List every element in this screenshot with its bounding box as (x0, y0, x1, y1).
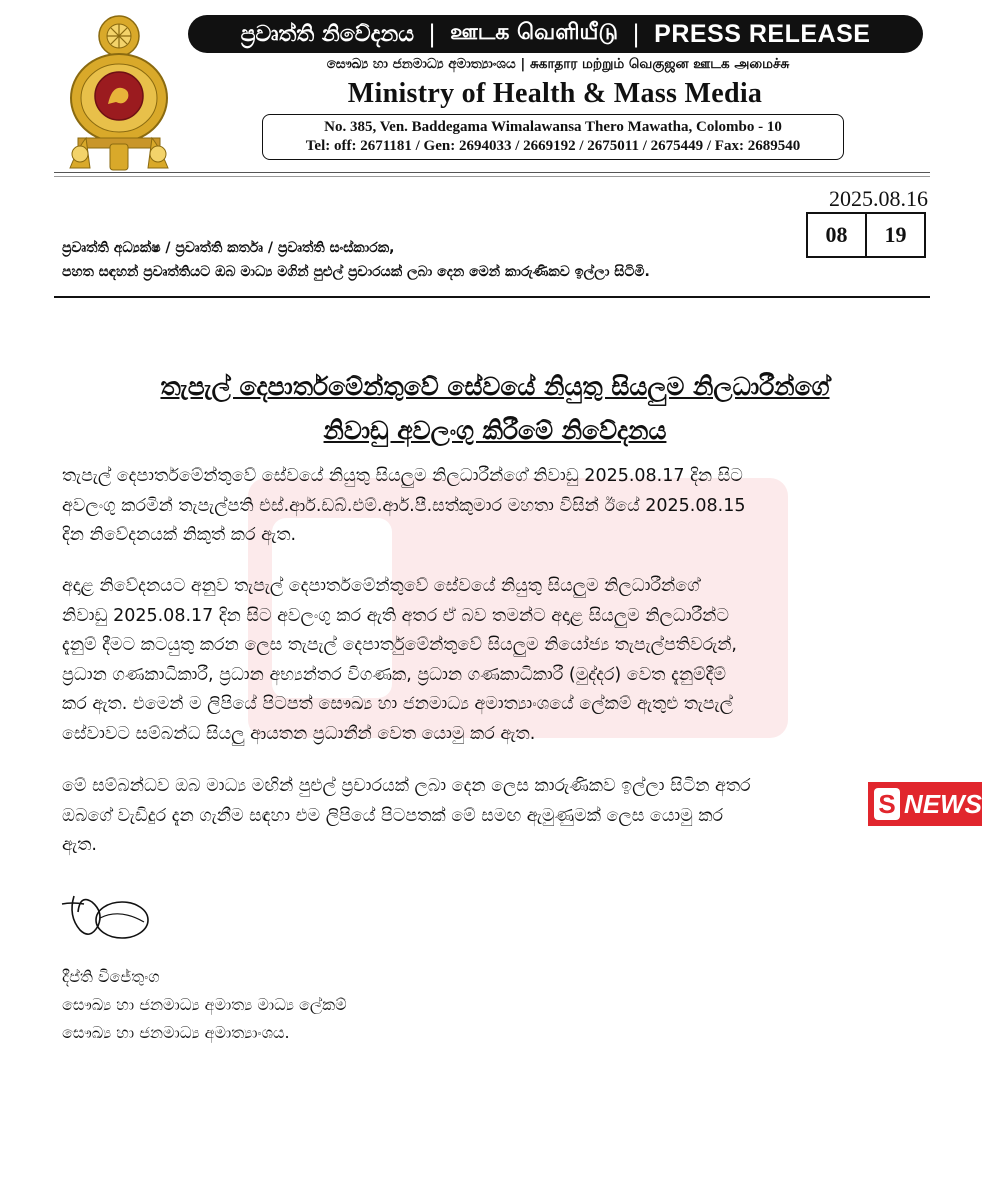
paragraph-line: අවලංගු කරමින් තැපැල්පති එස්.ආර්.ඩබ්.එම්.ආර්.පී.සත්කුමාර මහතා විසින් ඊයේ 2025.08.15 (62, 495, 746, 516)
paragraph-line: ඔබගේ වැඩිදුර දැන ගැනීම සඳහා එම ලිපියේ පිටපතක් මේ සමඟ ඇමුණුමක් ලෙස යොමු කර (62, 805, 724, 826)
signer-block (62, 963, 347, 1047)
ref-right: 19 (884, 222, 907, 247)
signer-title: සෞඛ්‍ය හා ජනමාධ්‍ය අමාත්‍ය මාධ්‍ය ලේකම් (62, 995, 347, 1014)
paragraph-line: නිවාඩු 2025.08.17 දින සිට අවලංගු කර ඇති අතර ඒ බව තමන්ට අදාළ සියලුම නිලධාරීන්ට (62, 605, 729, 626)
paragraph-1 (62, 462, 926, 551)
paragraph-3 (62, 772, 926, 861)
document-title (60, 365, 930, 453)
release-date: 2025.08.16 (829, 186, 928, 211)
ref-left: 08 (808, 214, 867, 256)
signer-organization: සෞඛ්‍ය හා ජනමාධ්‍ය අමාත්‍යාංශය. (62, 1023, 290, 1042)
paragraph-line: සේවාවට සම්බන්ධ සියලු ආයතන ප්‍රධානීන් වෙත යොමු කර ඇත. (62, 723, 536, 744)
news-badge-text: NEWS (904, 788, 982, 819)
addressee-line: ප්‍රවෘත්ති අධ්‍යක්ෂ / ප්‍රවෘත්ති කර්තෘ / ප්‍රවෘත්ති සංස්කාරක, (62, 240, 395, 256)
phone-line: Tel: off: 2671181 / Gen: 2694033 / 2669192 / 2675011 / 2675449 / Fax: 2689540 (305, 138, 801, 154)
header-divider (54, 172, 930, 173)
title-line-1: තැපැල් දෙපාර්තමේන්තුවේ සේවයේ නියුතු සියලුම නිලධාරීන්ගේ (160, 372, 830, 401)
paragraph-line: දැනුම් දීමට කටයුතු කරන ලෙස තැපැල් දෙපාර්තුමේන්තුවේ සියලුම නියෝජ්‍ය තැපැල්පතිවරුන්, (62, 635, 737, 655)
ministry-name: Ministry of Health & Mass Media (347, 78, 763, 109)
signature-icon (60, 890, 156, 946)
paragraph-2 (62, 572, 926, 749)
sri-lanka-emblem-icon (58, 8, 180, 176)
press-release-banner (188, 15, 923, 53)
address-box (262, 114, 844, 160)
paragraph-line: ඇත. (62, 835, 97, 855)
header-divider-thin (54, 176, 930, 177)
news-badge (868, 782, 982, 826)
paragraph-line: තැපැල් දෙපාර්තමේන්තුවේ සේවයේ නියුතු සියලුම නිලධාරීන්ගේ නිවාඩු 2025.08.17 දින සිට (62, 466, 743, 486)
reference-number-box (806, 212, 926, 258)
news-badge-letter: S (874, 788, 900, 820)
paragraph-line: කර ඇත. එමෙන් ම ලිපියේ පිටපත් සෞඛ්‍ය හා ජනමාධ්‍ය අමාත්‍යාංශයේ ලේකම් ඇතුළු තැපැල් (62, 694, 733, 714)
signer-name: දීප්ති විජේතුංග (62, 967, 160, 986)
paragraph-line: ප්‍රධාන ගණකාධිකාරී, ප්‍රධාන අභ්‍යන්තර විගණක, ප්‍රධාන ගණකාධිකාරී (මුද්දර) වෙත දැනුම්දීම් (62, 664, 726, 685)
paragraph-line: දින නිවේදනයක් නිකුත් කර ඇත. (62, 525, 297, 545)
paragraph-line: අදාළ නිවේදනයට අනුව තැපැල් දෙපාර්තමේන්තුවේ සේවයේ නියුතු සියලුම නිලධාරීන්ගේ (62, 576, 700, 596)
banner-english: PRESS RELEASE (654, 19, 871, 48)
paragraph-line: මේ සම්බන්ධව ඔබ මාධ්‍ය මඟින් පුළුල් ප්‍රචාරයක් ලබා දෙන ලෙස කාරුණිකව ඉල්ලා සිටින අතර (62, 776, 751, 796)
ministry-subtitle: සෞඛ්‍ය හා ජනමාධ්‍ය අමාත්‍යාංශය | சுகாதார மற்றும் வெகுஜன ஊடக அமைச்சு (326, 56, 790, 72)
address-line: No. 385, Ven. Baddegama Wimalawansa Thero Mawatha, Colombo - 10 (324, 119, 782, 135)
request-line: පහත සඳහන් ප්‍රවෘත්තියට ඔබ මාධ්‍ය මගින් පුළුල් ප්‍රචාරයක් ලබා දෙන මෙන් කාරුණිකව ඉල්ලා සිටිමි. (62, 264, 650, 280)
banner-tamil: ஊடக வெளியீடு (450, 20, 619, 45)
banner-separator: | (428, 20, 437, 48)
title-line-2: නිවාඩු අවලංගු කිරීමේ නිවේදනය (323, 416, 667, 445)
banner-sinhala: ප්‍රවෘත්ති නිවේදනය (240, 21, 415, 47)
addressee-divider (54, 296, 930, 298)
banner-separator: | (632, 20, 641, 48)
